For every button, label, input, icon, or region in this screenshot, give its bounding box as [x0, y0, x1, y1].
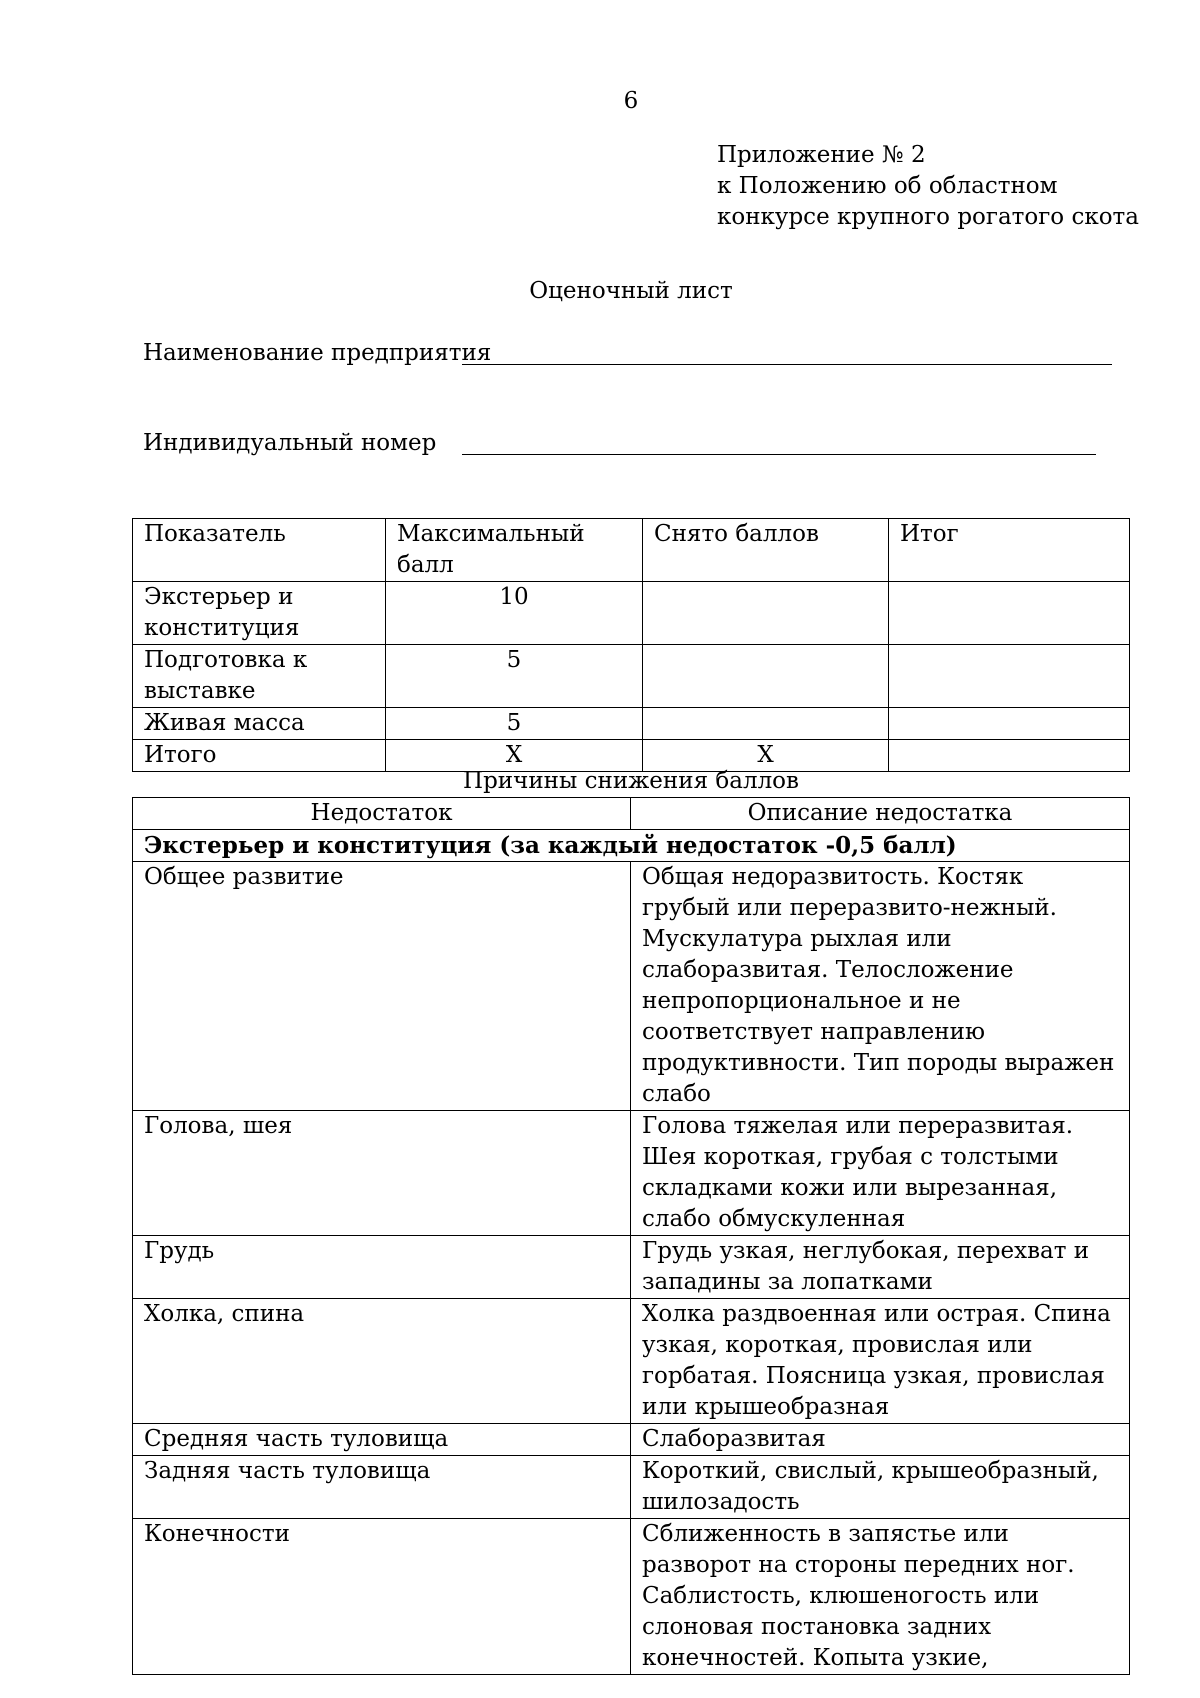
- total-cell[interactable]: [889, 645, 1130, 708]
- reasons-table: [132, 797, 1130, 1675]
- defect-cell: Голова, шея: [133, 1111, 631, 1236]
- description-cell: Сближенность в запястье или разворот на стороны передних ног. Саблистость, клюшеногость или слоновая постановка задних конечностей. Копыта узкие,: [631, 1519, 1130, 1675]
- table-row: [133, 1519, 1130, 1675]
- table-row: [133, 1456, 1130, 1519]
- page-number: 6: [623, 88, 639, 114]
- section-row: [133, 830, 1130, 862]
- table-row: [133, 582, 1130, 645]
- enterprise-label: Наименование предприятия: [143, 340, 492, 366]
- appendix-line-3: конкурсе крупного рогатого скота: [717, 204, 1139, 230]
- deducted-cell[interactable]: [643, 582, 889, 645]
- indicator-cell: Живая масса: [133, 708, 386, 740]
- header-max-score: Максимальный балл: [386, 519, 643, 582]
- table-row: [133, 1111, 1130, 1236]
- defect-cell: Грудь: [133, 1236, 631, 1299]
- defect-cell: Средняя часть туловища: [133, 1424, 631, 1456]
- score-table: [132, 518, 1130, 772]
- deducted-cell: Х: [643, 740, 889, 772]
- enterprise-input-line[interactable]: [462, 364, 1112, 365]
- table-row: [133, 1424, 1130, 1456]
- indicator-cell: Подготовка к выставке: [133, 645, 386, 708]
- section-title: Экстерьер и конституция (за каждый недостаток -0,5 балл): [133, 830, 1130, 862]
- header-deducted: Снято баллов: [643, 519, 889, 582]
- header-indicator: Показатель: [133, 519, 386, 582]
- deducted-cell[interactable]: [643, 645, 889, 708]
- enterprise-field: [143, 338, 491, 368]
- defect-cell: Задняя часть туловища: [133, 1456, 631, 1519]
- header-defect: Недостаток: [133, 798, 631, 830]
- description-cell: Грудь узкая, неглубокая, перехват и западины за лопатками: [631, 1236, 1130, 1299]
- table-row: [133, 708, 1130, 740]
- max-score-cell: 10: [386, 582, 643, 645]
- table-row: [133, 862, 1130, 1111]
- description-cell: Холка раздвоенная или острая. Спина узкая, короткая, провислая или горбатая. Поясница узкая, провислая или крышеобразная: [631, 1299, 1130, 1424]
- deducted-cell[interactable]: [643, 708, 889, 740]
- table-row: [133, 1236, 1130, 1299]
- appendix-line-2: к Положению об областном: [717, 173, 1058, 199]
- table-row: [133, 645, 1130, 708]
- defect-cell: Холка, спина: [133, 1299, 631, 1424]
- header-total: Итог: [889, 519, 1130, 582]
- id-number-label: Индивидуальный номер: [143, 430, 437, 456]
- description-cell: Слаборазвитая: [631, 1424, 1130, 1456]
- defect-cell: Общее развитие: [133, 862, 631, 1111]
- max-score-cell: 5: [386, 645, 643, 708]
- score-table-header: [133, 519, 1130, 582]
- indicator-cell: Итого: [133, 740, 386, 772]
- indicator-cell: Экстерьер и конституция: [133, 582, 386, 645]
- max-score-cell: Х: [386, 740, 643, 772]
- header-defect-description: Описание недостатка: [631, 798, 1130, 830]
- description-cell: Короткий, свислый, крышеобразный, шилозадость: [631, 1456, 1130, 1519]
- max-score-cell: 5: [386, 708, 643, 740]
- table-row: [133, 1299, 1130, 1424]
- defect-cell: Конечности: [133, 1519, 631, 1675]
- description-cell: Общая недоразвитость. Костяк грубый или переразвито-нежный. Мускулатура рыхлая или слаборазвитая. Телосложение непропорциональное и не соответствует направлению продуктивности. Тип породы выражен слабо: [631, 862, 1130, 1111]
- appendix-header: [717, 140, 1139, 233]
- appendix-line-1: Приложение № 2: [717, 142, 926, 168]
- id-number-input-line[interactable]: [462, 454, 1096, 455]
- total-cell[interactable]: [889, 708, 1130, 740]
- id-number-field: [143, 428, 436, 458]
- reasons-table-header: [133, 798, 1130, 830]
- total-cell[interactable]: [889, 582, 1130, 645]
- sheet-title: Оценочный лист: [529, 278, 733, 304]
- reasons-caption: Причины снижения баллов: [463, 768, 799, 794]
- description-cell: Голова тяжелая или переразвитая. Шея короткая, грубая с толстыми складками кожи или вырезанная, слабо обмускуленная: [631, 1111, 1130, 1236]
